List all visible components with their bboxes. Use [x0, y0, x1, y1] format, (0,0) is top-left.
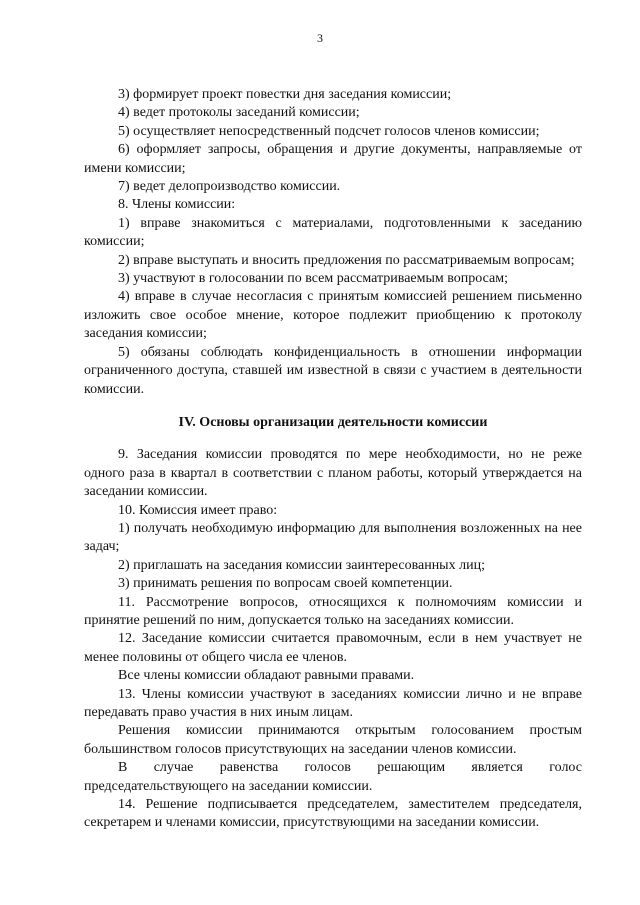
paragraph-item-8: 8. Члены комиссии: — [118, 197, 236, 213]
paragraph-rights-3: 3) принимать решения по вопросам своей компетенции. — [118, 576, 453, 592]
paragraph-item-12: 12. Заседание комиссии считается правомочным, если в нем участвует не менее половины от общего числа ее членов. — [84, 631, 582, 665]
paragraph-members-2: 2) вправе выступать и вносить предложения по рассматриваемым вопросам; — [118, 252, 575, 268]
document-body — [84, 86, 582, 833]
paragraph-secretary-4: 4) ведет протоколы заседаний комиссии; — [118, 105, 360, 121]
paragraph-rights-1: 1) получать необходимую информацию для выполнения возложенных на нее задач; — [84, 520, 582, 555]
paragraph-equal-rights: Все члены комиссии обладают равными правами. — [118, 668, 415, 684]
paragraph-item-11: 11. Рассмотрение вопросов, относящихся к полномочиям комиссии и принятие решений по ним, допускается только на заседаниях комиссии. — [84, 594, 582, 628]
paragraph-rights-2: 2) приглашать на заседания комиссии заинтересованных лиц; — [118, 557, 485, 573]
paragraph-secretary-5: 5) осуществляет непосредственный подсчет голосов членов комиссии; — [118, 123, 540, 139]
paragraph-item-10: 10. Комиссия имеет право: — [118, 502, 278, 518]
paragraph-members-3: 3) участвуют в голосовании по всем рассматриваемым вопросам; — [118, 271, 508, 287]
paragraph-item-14: 14. Решение подписывается председателем, заместителем председателя, секретарем и членами комиссии, присутствующими на заседании комиссии. — [84, 797, 582, 831]
page-number: 3 — [317, 31, 323, 45]
paragraph-voting: Решения комиссии принимаются открытым голосованием простым большинством голосов присутствующих на заседании членов комиссии. — [84, 723, 582, 757]
paragraph-secretary-3: 3) формирует проект повестки дня заседания комиссии; — [118, 87, 452, 102]
paragraph-members-4: 4) вправе в случае несогласия с принятым комиссией решением письменно изложить свое особое мнение, которое подлежит приобщению к протоколу заседания комиссии; — [84, 289, 582, 342]
paragraph-secretary-6: 6) оформляет запросы, обращения и другие документы, направляемые от имени комиссии; — [84, 142, 582, 176]
section-heading: IV. Основы организации деятельности комиссии — [178, 414, 488, 430]
paragraph-item-13: 13. Члены комиссии участвуют в заседаниях комиссии лично и не вправе передавать право участия в них иным лицам. — [84, 686, 582, 720]
paragraph-members-5: 5) обязаны соблюдать конфиденциальность в отношении информации ограниченного доступа, ставшей им известной в связи с участием в деятельности комиссии. — [84, 344, 582, 397]
paragraph-item-9: 9. Заседания комиссии проводятся по мере необходимости, но не реже одного раза в квартал в соответствии с планом работы, который утверждается на заседании комиссии. — [84, 447, 582, 500]
paragraph-secretary-7: 7) ведет делопроизводство комиссии. — [118, 179, 341, 195]
paragraph-tie-vote: В случае равенства голосов решающим является голос председательствующего на заседании комиссии. — [84, 760, 582, 794]
paragraph-members-1: 1) вправе знакомиться с материалами, подготовленными к заседанию комиссии; — [84, 215, 582, 250]
